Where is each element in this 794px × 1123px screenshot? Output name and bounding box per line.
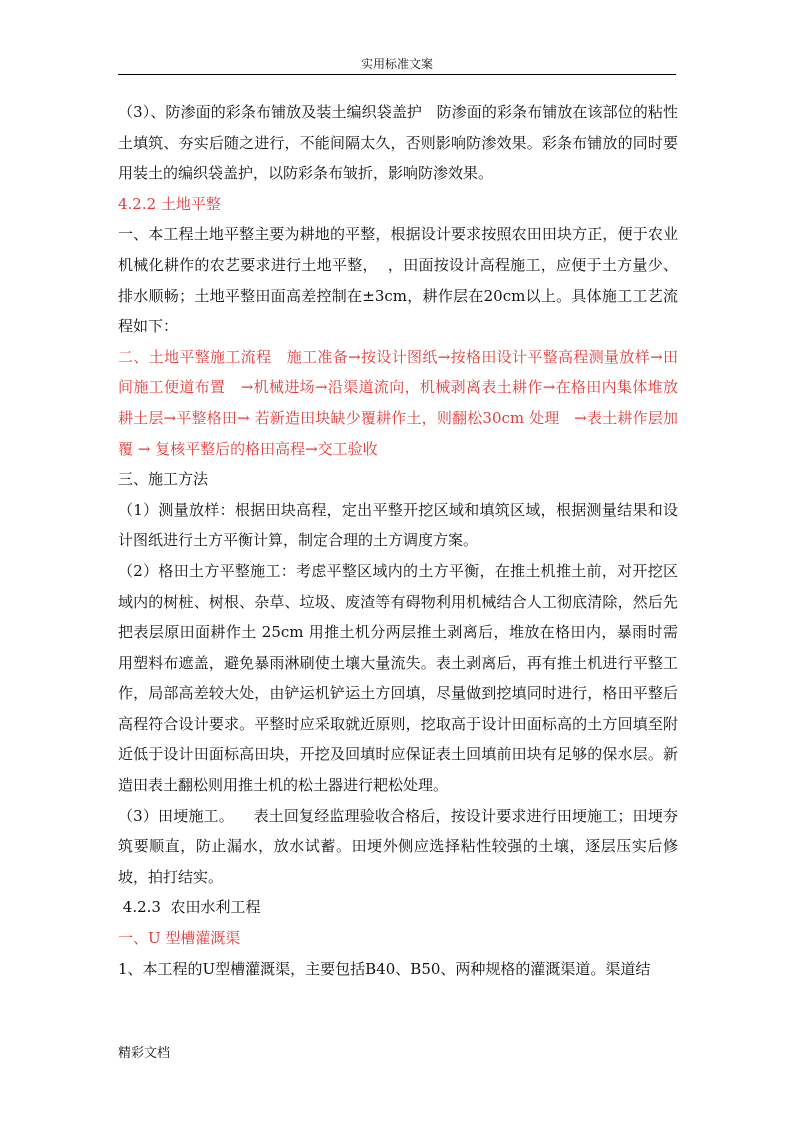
- header-rule: [118, 74, 676, 75]
- document-body: [118, 97, 678, 984]
- section-heading-irrigation: 4.2.3 农田水利工程: [118, 898, 261, 917]
- page-footer: 精彩文档: [118, 1046, 171, 1061]
- heading-construction-methods: 三、施工方法: [118, 470, 209, 489]
- paragraph-seepage-cover: （3）、防渗面的彩条布铺放及装土编织袋盖护 防渗面的彩条布铺放在该部位的粘性土填筑、夯实后随之进行，不能间隔太久，否则影响防渗效果。彩条布铺放的同时要用装土的编织袋盖护，以防彩条布皱折，影响防渗效果。: [118, 103, 678, 183]
- heading-u-channel: 一、U 型槽灌溉渠: [118, 929, 241, 948]
- paragraph-ridge-construction: （3）田埂施工。 表土回复经监理验收合格后，按设计要求进行田埂施工；田埂夯筑要顺直，防止漏水，放水试蓄。田埂外侧应选择粘性较强的土壤，逐层压实后修坡，拍打结实。: [118, 806, 678, 886]
- page-header: 实用标准文案: [360, 57, 433, 71]
- paragraph-survey-staking: （1）测量放样：根据田块高程，定出平整开挖区域和填筑区域，根据测量结果和设计图纸进行土方平衡计算，制定合理的土方调度方案。: [118, 500, 678, 550]
- section-heading-land-leveling: 4.2.2 土地平整: [118, 194, 221, 213]
- paragraph-land-leveling-intro: 一、本工程土地平整主要为耕地的平整，根据设计要求按照农田田块方正，便于农业机械化耕作的农艺要求进行土地平整， ，田面按设计高程施工，应便于土方量少、排水顺畅；土地平整田面高差控制在±3cm，耕作层在20cm以上。具体施工工艺流程如下：: [118, 225, 678, 336]
- paragraph-u-channel-intro: 1、本工程的U型槽灌溉渠，主要包括B40、B50、两种规格的灌溉渠道。渠道结: [118, 959, 651, 978]
- paragraph-leveling-process-flow: 二、土地平整施工流程 施工准备→按设计图纸→按格田设计平整高程测量放样→田间施工便道布置 →机械进场→沿渠道流向，机械剥离表土耕作→在格田内集体堆放耕土层→平整格田→ 若新造田块缺少覆耕作土，则翻松30cm 处理 →表土耕作层加覆 → 复核平整后的格田高程→交工验收: [118, 347, 678, 458]
- paragraph-earthwork-leveling: （2）格田土方平整施工：考虑平整区域内的土方平衡，在推土机推土前，对开挖区域内的树桩、树根、杂草、垃圾、废渣等有碍物利用机械结合人工彻底清除，然后先把表层原田面耕作土 25cm 用推土机分两层推土剥离后，堆放在格田内，暴雨时需用塑料布遮盖，避免暴雨淋刷使土壤大量流失。表土剥离后，再有推土机进行平整工作，局部高差较大处，由铲运机铲运土方回填，尽量做到挖填同时进行，格田平整后高程符合设计要求。平整时应采取就近原则，挖取高于设计田面标高的土方回填至附近低于设计田面标高田块，开挖及回填时应保证表土回填前田块有足够的保水层。新造田表土翻松则用推土机的松土器进行耙松处理。: [118, 561, 678, 795]
